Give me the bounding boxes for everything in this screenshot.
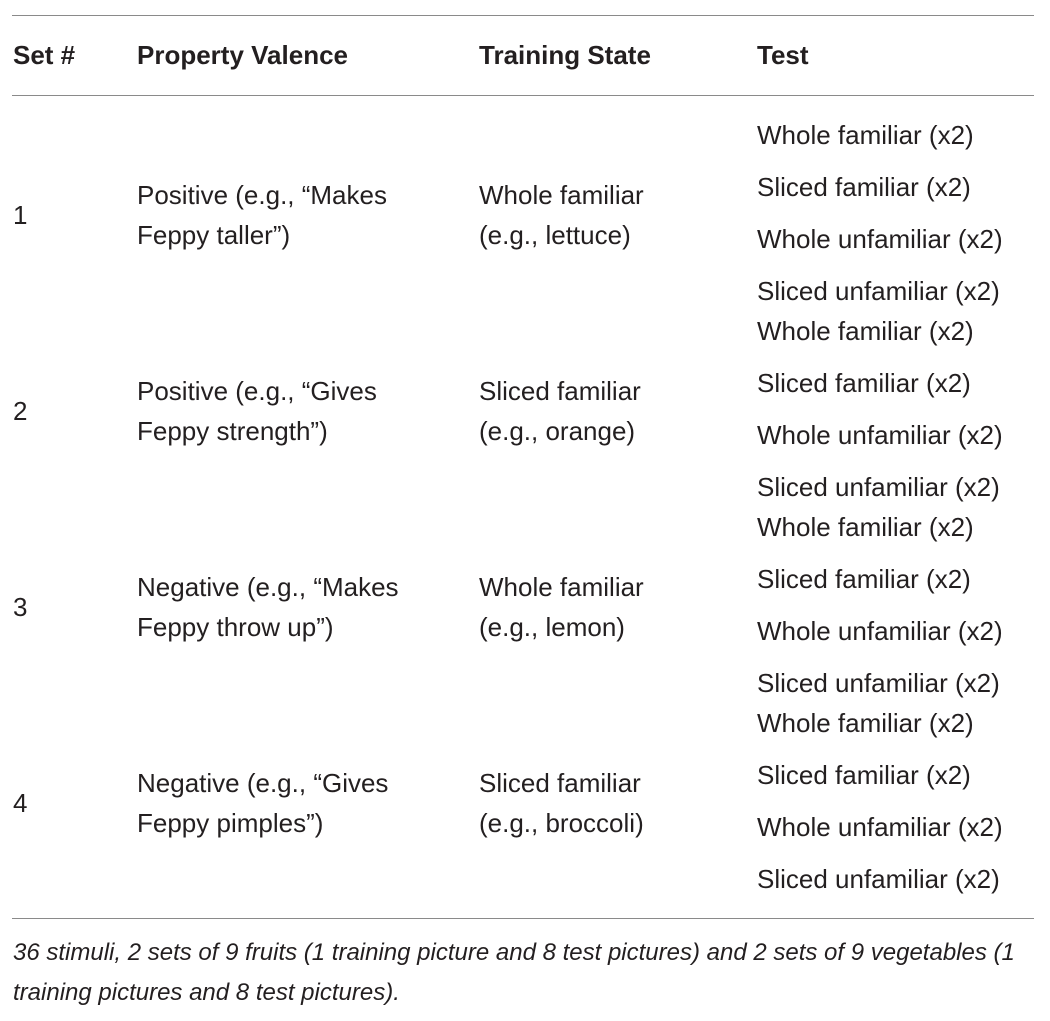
test-cell (757, 115, 1003, 311)
test-item: Whole unfamiliar (x2) (757, 812, 1003, 842)
set-number: 2 (13, 396, 28, 426)
training-line: (e.g., lemon) (479, 612, 625, 642)
property-valence-cell (137, 567, 399, 647)
training-line: Sliced familiar (479, 376, 641, 406)
table-bottom-rule (12, 918, 1034, 919)
training-line: Whole familiar (479, 180, 644, 210)
property-valence-cell (137, 175, 387, 255)
test-item: Whole familiar (x2) (757, 708, 974, 738)
test-item: Sliced unfamiliar (x2) (757, 864, 1000, 894)
test-item: Sliced familiar (x2) (757, 760, 971, 790)
valence-line: Feppy taller”) (137, 220, 291, 250)
test-cell (757, 703, 1003, 899)
property-valence-cell (137, 763, 388, 843)
training-line: (e.g., orange) (479, 416, 636, 446)
table-header-row (0, 40, 1050, 72)
test-item: Sliced familiar (x2) (757, 564, 971, 594)
test-cell (757, 311, 1003, 507)
valence-line: Negative (e.g., “Makes (137, 572, 399, 602)
test-item: Whole familiar (x2) (757, 120, 974, 150)
table-footnote: 36 stimuli, 2 sets of 9 fruits (1 training picture and 8 test pictures) and 2 sets of 9 vegetables (1 training pictures and 8 test pictures). (13, 939, 1015, 1006)
test-cell (757, 507, 1003, 703)
test-item: Sliced familiar (x2) (757, 172, 971, 202)
set-number: 3 (13, 592, 28, 622)
set-number: 4 (13, 788, 28, 818)
training-state-cell (479, 371, 641, 451)
training-line: Sliced familiar (479, 768, 641, 798)
set-number: 1 (13, 200, 28, 230)
test-item: Whole familiar (x2) (757, 316, 974, 346)
training-state-cell (479, 175, 644, 255)
test-item: Whole unfamiliar (x2) (757, 616, 1003, 646)
test-item: Whole unfamiliar (x2) (757, 224, 1003, 254)
valence-line: Positive (e.g., “Gives (137, 376, 377, 406)
header-set: Set # (13, 40, 76, 70)
training-line: Whole familiar (479, 572, 644, 602)
valence-line: Feppy pimples”) (137, 808, 324, 838)
test-item: Sliced familiar (x2) (757, 368, 971, 398)
training-line: (e.g., lettuce) (479, 220, 631, 250)
property-valence-cell (137, 371, 377, 451)
test-item: Whole familiar (x2) (757, 512, 974, 542)
training-line: (e.g., broccoli) (479, 808, 644, 838)
header-property-valence: Property Valence (137, 40, 348, 70)
table-top-rule (12, 15, 1034, 16)
table-header-rule (12, 95, 1034, 96)
test-item: Sliced unfamiliar (x2) (757, 472, 1000, 502)
training-state-cell (479, 567, 644, 647)
valence-line: Positive (e.g., “Makes (137, 180, 387, 210)
training-state-cell (479, 763, 644, 843)
valence-line: Feppy throw up”) (137, 612, 334, 642)
test-item: Sliced unfamiliar (x2) (757, 276, 1000, 306)
test-item: Sliced unfamiliar (x2) (757, 668, 1000, 698)
test-item: Whole unfamiliar (x2) (757, 420, 1003, 450)
valence-line: Negative (e.g., “Gives (137, 768, 389, 798)
header-training-state: Training State (479, 40, 651, 70)
header-test: Test (757, 40, 809, 70)
valence-line: Feppy strength”) (137, 416, 328, 446)
